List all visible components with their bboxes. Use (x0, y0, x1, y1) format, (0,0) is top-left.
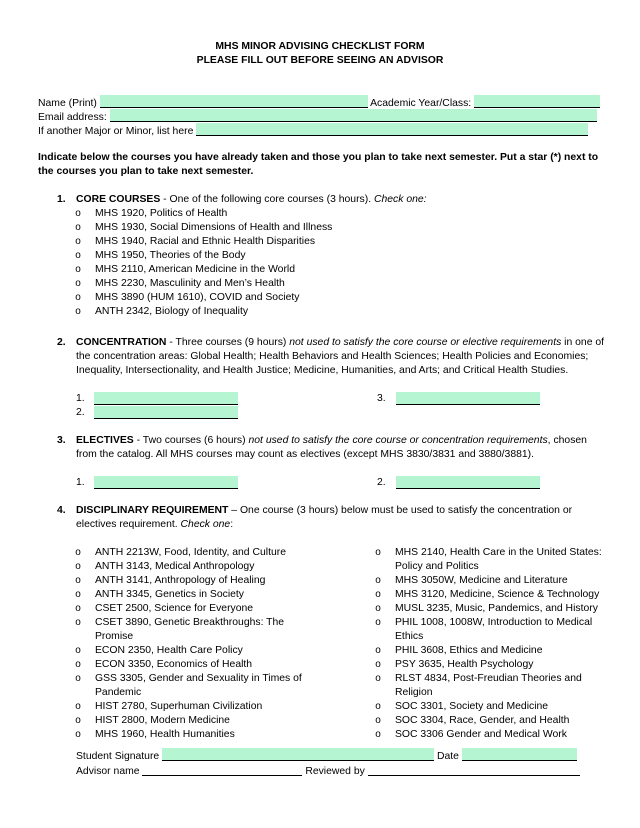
checkbox-bullet[interactable]: o (375, 659, 381, 670)
reviewed-by-field[interactable] (368, 763, 580, 776)
checkbox-bullet[interactable]: o (375, 645, 381, 656)
course-option: MHS 2110, American Medicine in the World (95, 264, 296, 275)
electives-desc-italic: not used to satisfy the core course or concentration requirements (248, 435, 548, 446)
checkbox-bullet[interactable]: o (375, 673, 381, 684)
electives-desc: - Two courses (6 hours) (133, 435, 249, 446)
concentration-desc: - Three courses (9 hours) (166, 337, 290, 348)
name-label: Name (Print) (38, 98, 97, 109)
course-option: ECON 2350, Health Care Policy (95, 645, 243, 656)
core-title: CORE COURSES (76, 194, 161, 205)
course-option: HIST 2780, Superhuman Civilization (95, 701, 263, 712)
concentration-desc-italic: not used to satisfy the core course or elective requirements (289, 337, 562, 348)
checkbox-bullet[interactable]: o (75, 264, 81, 275)
checkbox-bullet[interactable]: o (375, 617, 381, 628)
course-option-continued: Religion (395, 687, 433, 698)
checkbox-bullet[interactable]: o (75, 208, 81, 219)
core-desc: - One of the following core courses (3 hours). (160, 194, 374, 205)
course-option: RLST 4834, Post-Freudian Theories and (395, 673, 582, 684)
major-field[interactable] (196, 123, 588, 136)
section-number: 4. (57, 505, 66, 516)
course-option: SOC 3304, Race, Gender, and Health (395, 715, 570, 726)
course-option: PHIL 3608, Ethics and Medicine (395, 645, 543, 656)
checkbox-bullet[interactable]: o (75, 715, 81, 726)
section-number: 3. (57, 435, 66, 446)
course-option: MHS 2230, Masculinity and Men’s Health (95, 278, 285, 289)
concentration-title: CONCENTRATION (76, 337, 167, 348)
course-option-continued: Ethics (395, 631, 424, 642)
checkbox-bullet[interactable]: o (75, 589, 81, 600)
signature-row (76, 748, 577, 764)
checkbox-bullet[interactable]: o (75, 292, 81, 303)
name-field[interactable] (100, 95, 368, 108)
course-option: MUSL 3235, Music, Pandemics, and History (395, 603, 598, 614)
checkbox-bullet[interactable]: o (75, 673, 81, 684)
checkbox-bullet[interactable]: o (75, 645, 81, 656)
concentration-course-1-field[interactable] (94, 392, 238, 405)
slot-number: 1. (76, 477, 85, 488)
checkbox-bullet[interactable]: o (375, 715, 381, 726)
electives-slot (377, 476, 386, 490)
form-title: MHS MINOR ADVISING CHECKLIST FORM (215, 41, 425, 52)
electives-title: ELECTIVES (76, 435, 134, 446)
checkbox-bullet[interactable]: o (375, 729, 381, 740)
electives-desc-rest: , chosen from the catalog. All MHS courses may count as electives (except MHS 3830/3831 and 3880/3881). (76, 435, 587, 460)
checkbox-bullet[interactable]: o (75, 603, 81, 614)
checkbox-bullet[interactable]: o (75, 701, 81, 712)
advisor-name-field[interactable] (142, 763, 302, 776)
disciplinary-title: DISCIPLINARY REQUIREMENT (76, 505, 229, 516)
email-label: Email address: (38, 112, 107, 123)
checkbox-bullet[interactable]: o (75, 561, 81, 572)
instructions: Indicate below the courses you have already taken and those you plan to take next semester. Put a star (*) next to the courses you plan to take next semester. (38, 152, 599, 177)
checkbox-bullet[interactable]: o (375, 589, 381, 600)
course-option: GSS 3305, Gender and Sexuality in Times of (95, 673, 302, 684)
major-row (38, 123, 588, 139)
checkbox-bullet[interactable]: o (75, 729, 81, 740)
core-heading (76, 193, 427, 207)
electives-heading (76, 434, 606, 462)
major-label: If another Major or Minor, list here (38, 126, 194, 137)
slot-number: 3. (377, 393, 386, 404)
year-field[interactable] (474, 95, 600, 108)
concentration-desc-rest: in one of the concentration areas: Global Health; Health Behaviors and Health Sciences; Health Policies and Economies; Inequality, Intersectionality, and Health Justice; Medicine, Humanities, and Arts; and Critical Health Studies. (76, 337, 605, 376)
course-option: PHIL 1008, 1008W, Introduction to Medical (395, 617, 593, 628)
elective-course-1-field[interactable] (94, 476, 238, 489)
concentration-course-2-field[interactable] (94, 406, 238, 419)
checkbox-bullet[interactable]: o (75, 278, 81, 289)
course-option: ANTH 3345, Genetics in Society (95, 589, 245, 600)
checkbox-bullet[interactable]: o (75, 547, 81, 558)
disciplinary-desc: – One course (3 hours) below must be used to satisfy the concentration or electives requirement. (76, 505, 573, 530)
course-option: SOC 3301, Society and Medicine (395, 701, 549, 712)
date-field[interactable] (462, 748, 577, 761)
checkbox-bullet[interactable]: o (375, 603, 381, 614)
reviewed-label: Reviewed by (305, 766, 365, 777)
year-label: Academic Year/Class: (370, 98, 472, 109)
electives-slot (76, 476, 85, 490)
signature-label: Student Signature (76, 751, 160, 762)
course-option-continued: Promise (95, 631, 134, 642)
advisor-row (76, 763, 580, 779)
checkbox-bullet[interactable]: o (75, 659, 81, 670)
course-option: ANTH 2342, Biology of Inequality (95, 306, 249, 317)
concentration-slot (377, 392, 386, 406)
course-option: ECON 3350, Economics of Health (95, 659, 253, 670)
disciplinary-heading (76, 504, 586, 532)
checkbox-bullet[interactable]: o (75, 306, 81, 317)
concentration-course-3-field[interactable] (396, 392, 540, 405)
elective-course-2-field[interactable] (396, 476, 540, 489)
slot-number: 2. (76, 407, 85, 418)
disciplinary-check: Check one (180, 519, 231, 530)
course-option: MHS 1960, Health Humanities (95, 729, 235, 740)
checkbox-bullet[interactable]: o (375, 701, 381, 712)
section-number: 1. (57, 194, 66, 205)
checkbox-bullet[interactable]: o (375, 575, 381, 586)
disciplinary-colon: : (230, 519, 234, 530)
course-option: MHS 1930, Social Dimensions of Health and Illness (95, 222, 333, 233)
checkbox-bullet[interactable]: o (75, 236, 81, 247)
form-subtitle: PLEASE FILL OUT BEFORE SEEING AN ADVISOR (196, 55, 444, 66)
checkbox-bullet[interactable]: o (75, 575, 81, 586)
email-field[interactable] (110, 109, 597, 122)
concentration-slot (76, 406, 85, 420)
course-option: SOC 3306 Gender and Medical Work (395, 729, 567, 740)
checkbox-bullet[interactable]: o (75, 617, 81, 628)
course-option: CSET 3890, Genetic Breakthroughs: The (95, 617, 285, 628)
checkbox-bullet[interactable]: o (75, 222, 81, 233)
course-option: ANTH 3143, Medical Anthropology (95, 561, 255, 572)
concentration-slot (76, 392, 85, 406)
course-option-continued: Pandemic (95, 687, 142, 698)
concentration-heading (76, 336, 606, 378)
checkbox-bullet[interactable]: o (375, 547, 381, 558)
core-check: Check one: (373, 194, 427, 205)
slot-number: 2. (377, 477, 386, 488)
course-option: MHS 3890 (HUM 1610), COVID and Society (95, 292, 300, 303)
course-option: MHS 3120, Medicine, Science & Technology (395, 589, 600, 600)
course-option: MHS 3050W, Medicine and Literature (395, 575, 568, 586)
date-label: Date (436, 751, 459, 762)
slot-number: 1. (76, 393, 85, 404)
course-option: CSET 2500, Science for Everyone (95, 603, 254, 614)
course-option: MHS 1950, Theories of the Body (95, 250, 246, 261)
course-option: MHS 1920, Politics of Health (95, 208, 228, 219)
course-option: PSY 3635, Health Psychology (395, 659, 534, 670)
course-option: ANTH 3141, Anthropology of Healing (95, 575, 266, 586)
checkbox-bullet[interactable]: o (75, 250, 81, 261)
course-option: MHS 1940, Racial and Ethnic Health Disparities (95, 236, 316, 247)
advisor-label: Advisor name (76, 766, 140, 777)
course-option-continued: Policy and Politics (395, 561, 479, 572)
course-option: ANTH 2213W, Food, Identity, and Culture (95, 547, 286, 558)
section-number: 2. (57, 337, 66, 348)
signature-field[interactable] (162, 748, 434, 761)
course-option: HIST 2800, Modern Medicine (95, 715, 230, 726)
course-option: MHS 2140, Health Care in the United States: (395, 547, 602, 558)
